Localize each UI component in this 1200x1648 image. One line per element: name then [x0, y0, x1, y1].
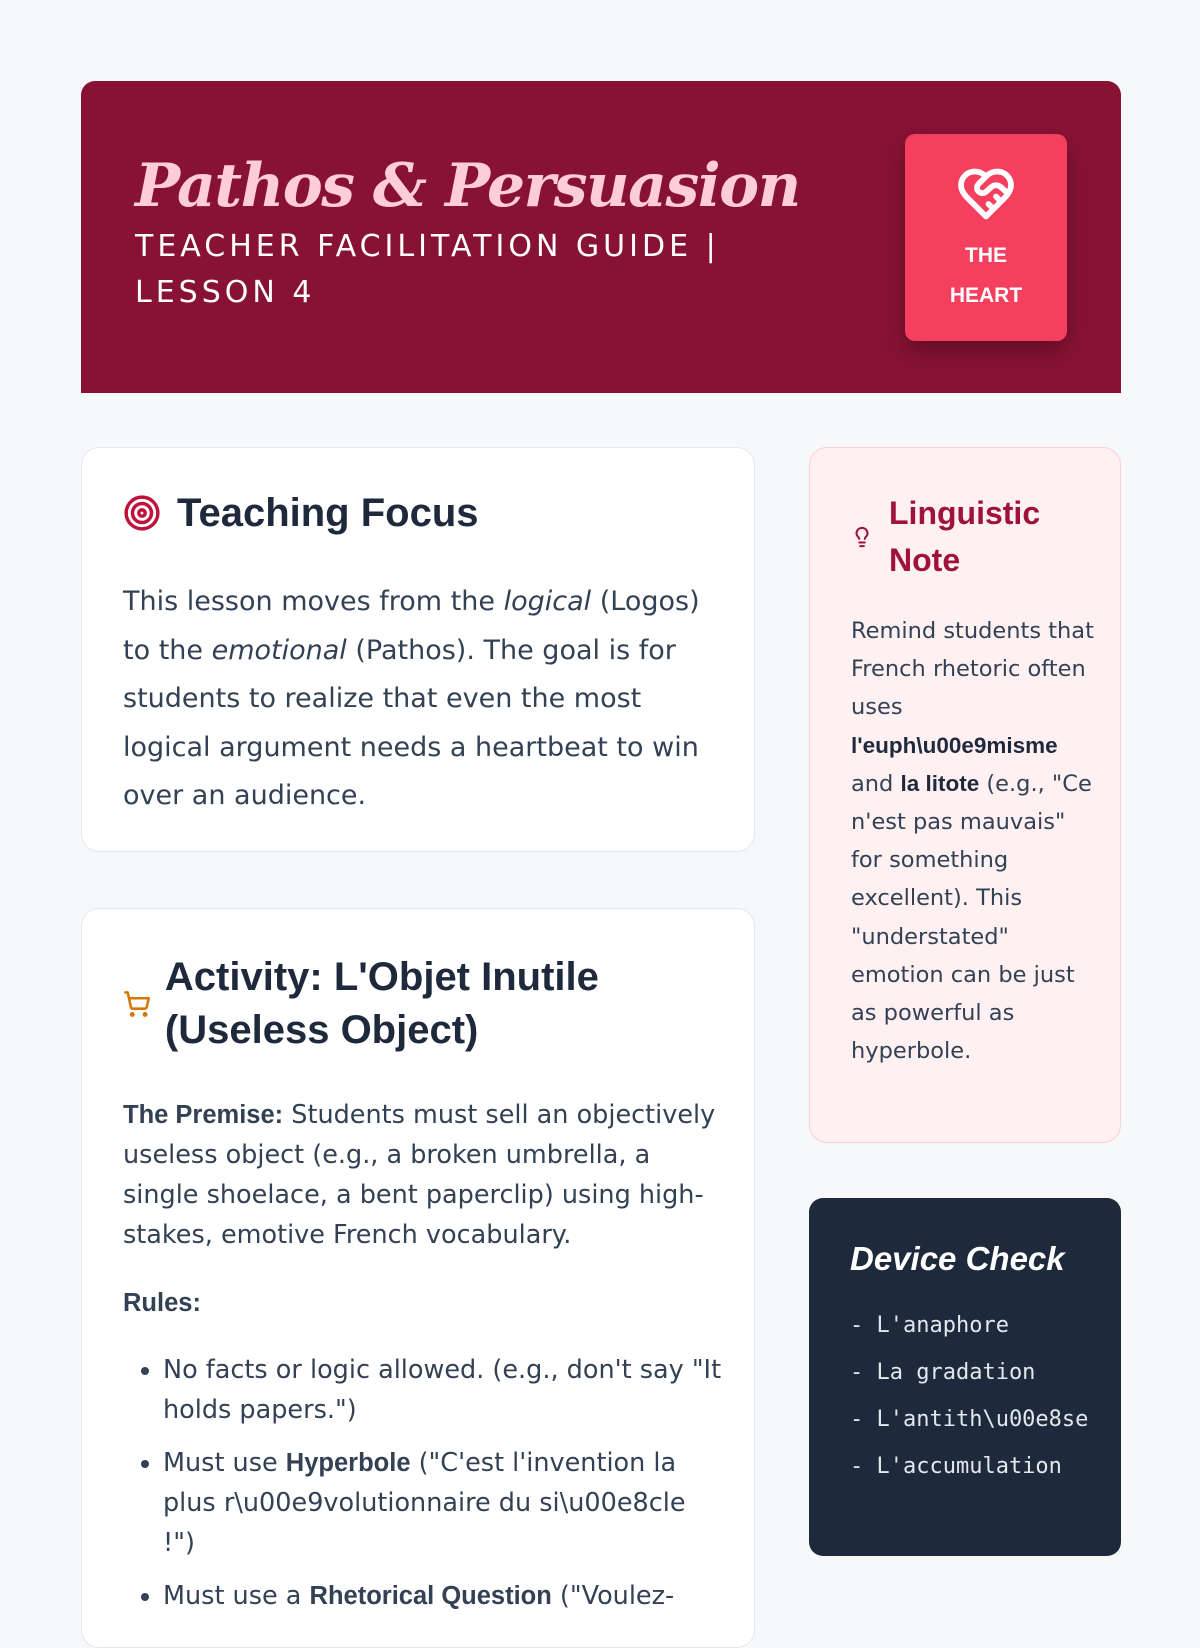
rule-item: • Must use Hyperbole ("C'est l'invention la plus r\u00e9volutionnaire du si\u00e8cle !") — [163, 1443, 723, 1563]
activity-card — [81, 908, 755, 1648]
page-subtitle: TEACHER FACILITATION GUIDE | LESSON 4 — [135, 229, 720, 310]
device-item: - La gradation — [850, 1360, 1036, 1385]
badge-label: THE HEART — [949, 244, 1023, 307]
device-item: - L'accumulation — [850, 1454, 1062, 1479]
linguistic-note-header — [851, 490, 1079, 584]
rules-label: Rules: — [123, 1289, 201, 1317]
teaching-focus-card — [81, 447, 755, 852]
shopping-cart-icon — [123, 990, 151, 1018]
device-check-card — [809, 1198, 1121, 1556]
target-icon — [123, 494, 161, 532]
linguistic-note-card — [809, 447, 1121, 1143]
page-title: Pathos & Persuasion — [135, 151, 800, 221]
activity-premise: The Premise: Students must sell an objectively useless object (e.g., a broken umbrella, a single shoelace, a bent paperclip) using high-stakes, emotive French vocabulary. — [123, 1100, 716, 1250]
linguistic-note-heading: Linguistic Note — [889, 495, 1041, 578]
device-check-list — [850, 1306, 1090, 1494]
device-item: - L'anaphore — [850, 1313, 1009, 1338]
rule-item: • Must use a Rhetorical Question ("Voulez- — [163, 1576, 723, 1616]
header-banner — [81, 81, 1121, 393]
heart-badge — [905, 134, 1067, 341]
teaching-focus-header — [123, 490, 479, 536]
premise-label: The Premise: — [123, 1101, 284, 1129]
teaching-focus-text: This lesson moves from the logical (Logos) to the emotional (Pathos). The goal is for students to realize that even the most logical argument needs a heartbeat to win over an audience. — [123, 586, 700, 811]
rules-list — [123, 1350, 723, 1629]
device-check-title: Device Check — [850, 1240, 1065, 1277]
heart-handshake-icon — [954, 164, 1018, 224]
rule-item: • No facts or logic allowed. (e.g., don't say "It holds papers.") — [163, 1350, 723, 1430]
device-item: - L'antith\u00e8se — [850, 1407, 1089, 1432]
linguistic-note-text: Remind students that French rhetoric often uses l'euph\u00e9misme and la litote (e.g., "Ce n'est pas mauvais" for something excellent). This "understated" emotion can be just as powerful as hyperbole. — [851, 618, 1094, 1065]
activity-header — [123, 951, 723, 1057]
lightbulb-icon — [851, 523, 873, 551]
activity-heading: Activity: L'Objet Inutile (Useless Object) — [164, 955, 599, 1052]
teaching-focus-heading: Teaching Focus — [177, 491, 479, 535]
